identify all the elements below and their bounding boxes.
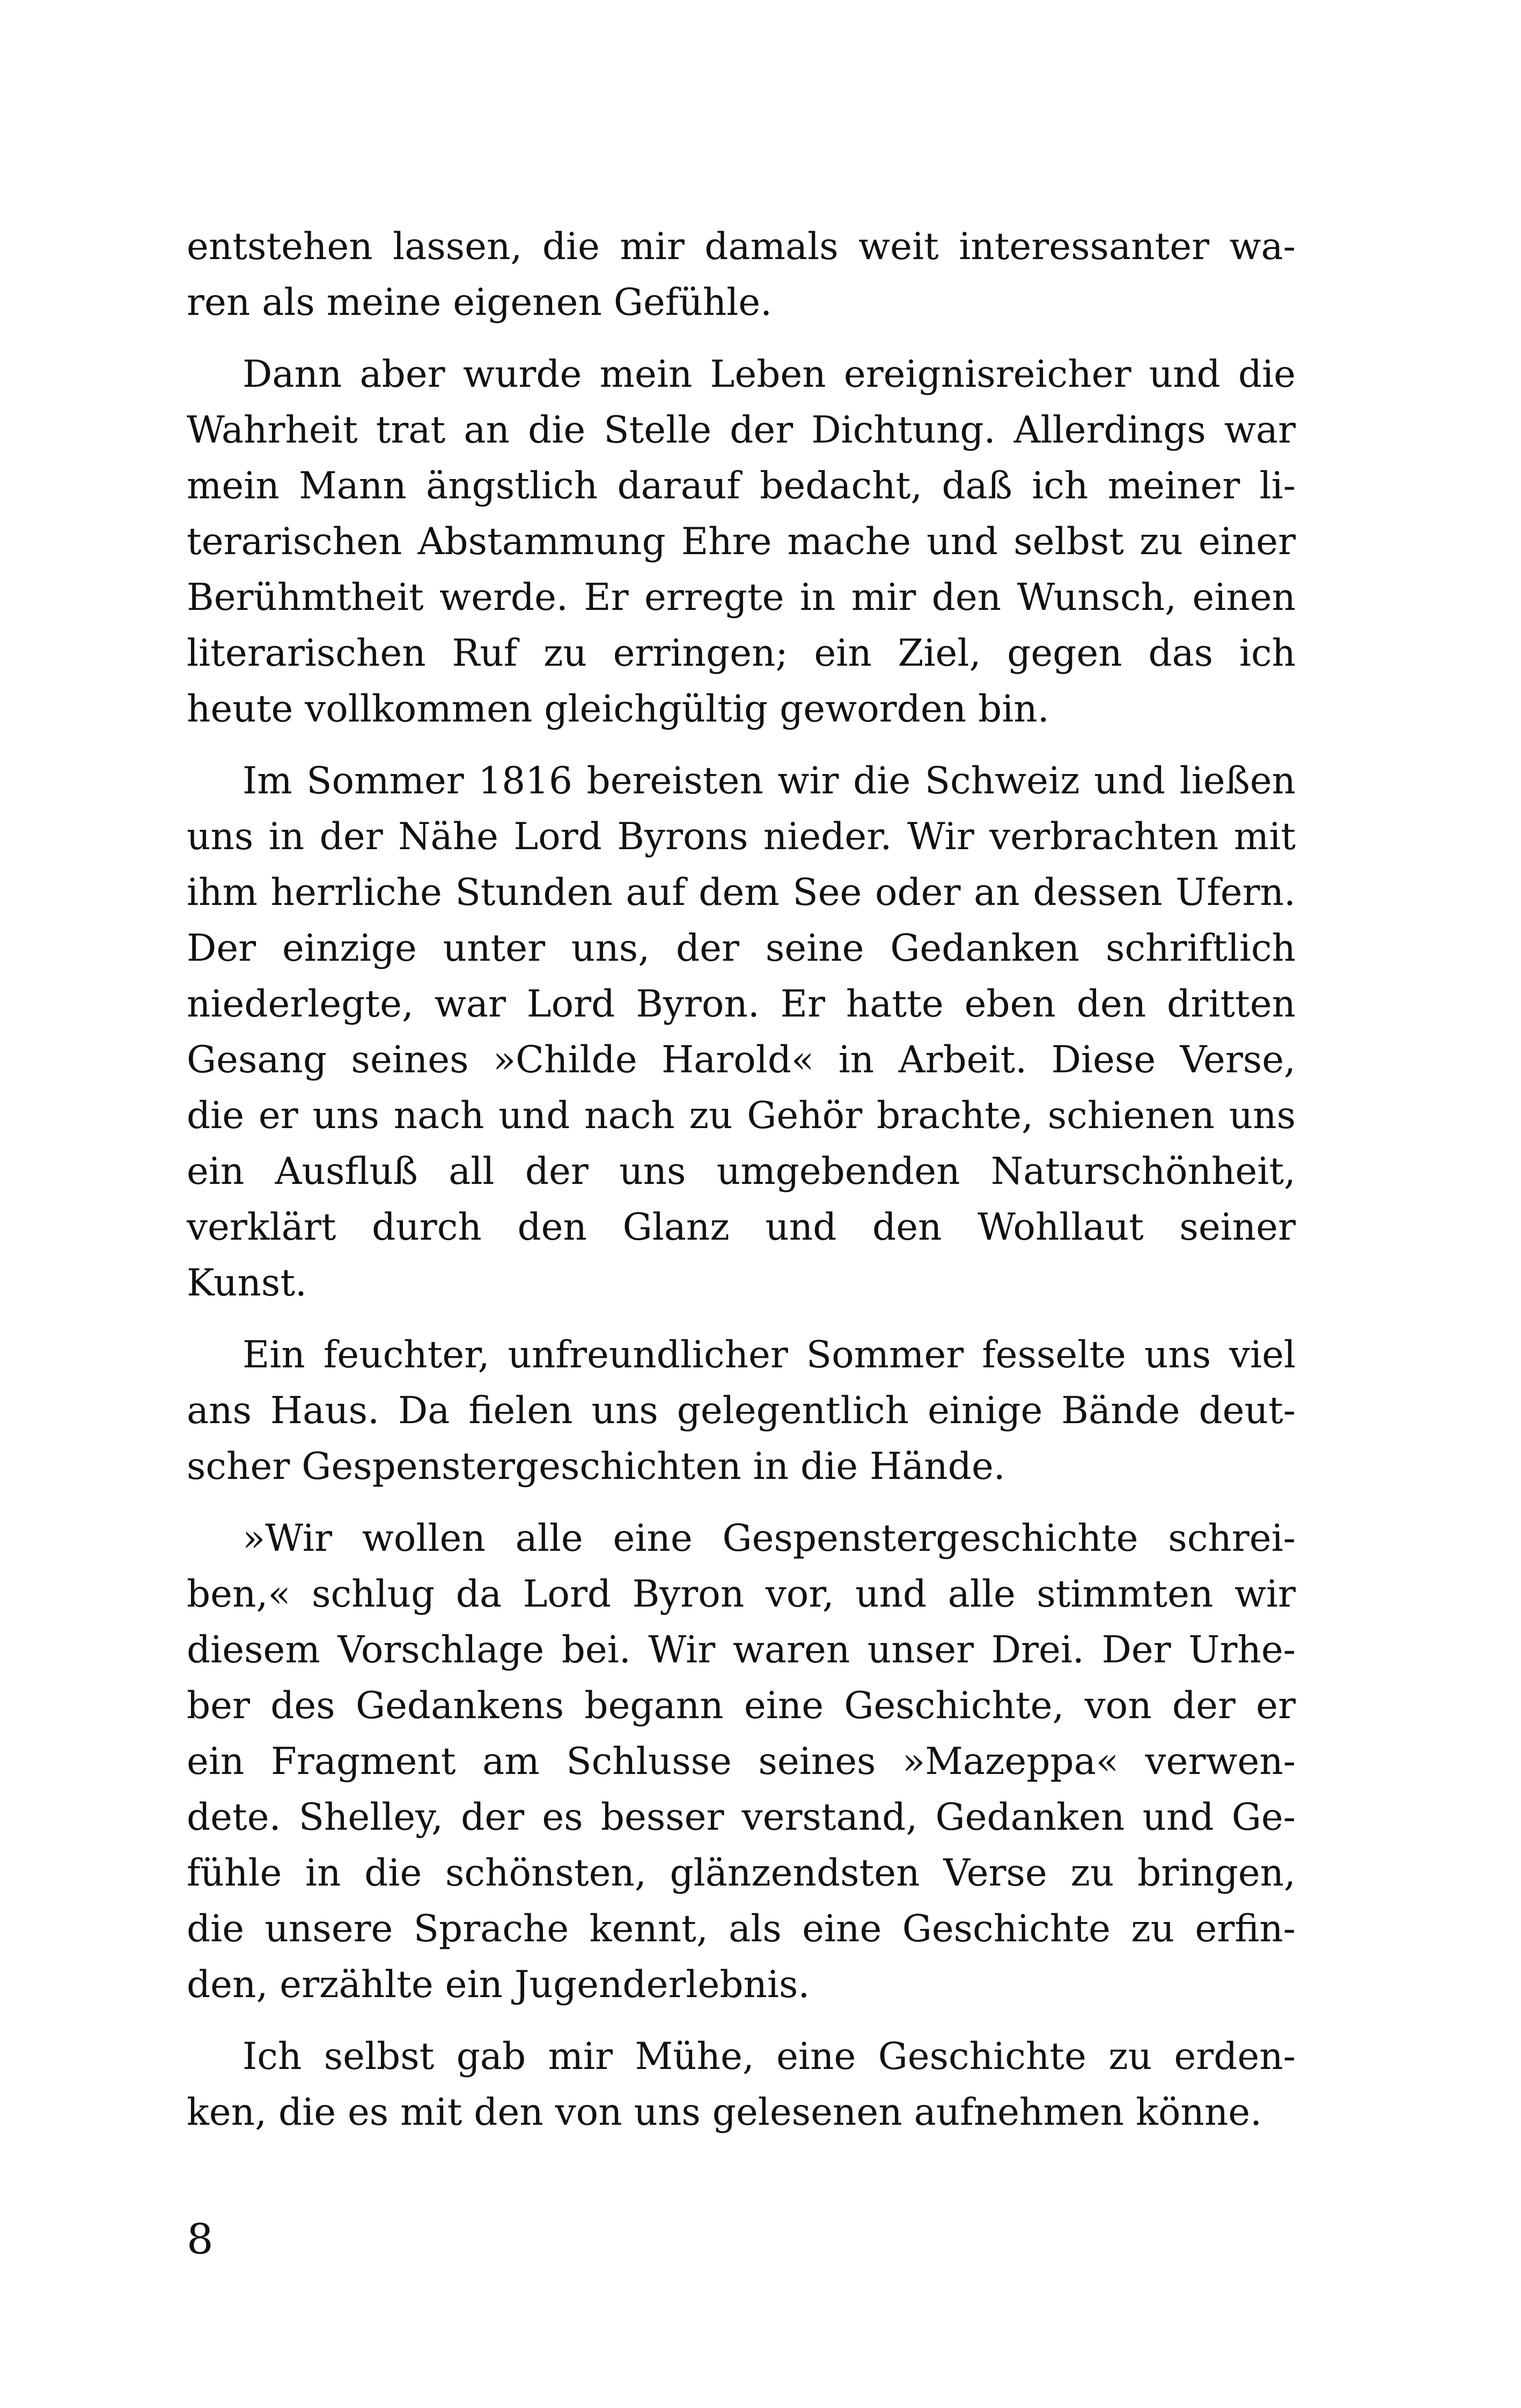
text-line: fühle in die schönsten, glänzendsten Verse zu bringen, xyxy=(187,1852,1296,1895)
text-line: Ich selbst gab mir Mühe, eine Geschichte zu erden- xyxy=(243,2035,1296,2078)
text-line: ken, die es mit den von uns gelesenen aufnehmen könne. xyxy=(187,2091,1262,2134)
text-line: verklärt durch den Glanz und den Wohllaut seiner xyxy=(187,1206,1296,1249)
text-line: Wahrheit trat an die Stelle der Dichtung. Allerdings war xyxy=(187,409,1296,452)
text-line: ihm herrliche Stunden auf dem See oder an dessen Ufern. xyxy=(187,871,1296,914)
page-number: 8 xyxy=(187,2215,214,2264)
text-line: ein Ausfluß all der uns umgebenden Naturschönheit, xyxy=(187,1150,1296,1193)
text-line: niederlegte, war Lord Byron. Er hatte eben den dritten xyxy=(187,983,1296,1026)
paragraph xyxy=(187,753,1296,1311)
body-text xyxy=(187,219,1296,2156)
text-line: ein Fragment am Schlusse seines »Mazeppa« verwen- xyxy=(187,1740,1296,1783)
paragraph xyxy=(187,1511,1296,2013)
text-line: die er uns nach und nach zu Gehör brachte, schienen uns xyxy=(187,1094,1296,1137)
text-line: diesem Vorschlage bei. Wir waren unser Drei. Der Urhe- xyxy=(187,1629,1296,1671)
text-line: Dann aber wurde mein Leben ereignisreicher und die xyxy=(243,353,1296,396)
text-line: »Wir wollen alle eine Gespenstergeschichte schrei- xyxy=(243,1517,1296,1560)
text-line: terarischen Abstammung Ehre mache und selbst zu einer xyxy=(187,520,1296,563)
text-line: scher Gespenstergeschichten in die Hände. xyxy=(187,1445,1005,1488)
text-line: ber des Gedankens begann eine Geschichte, von der er xyxy=(187,1684,1296,1727)
text-line: entstehen lassen, die mir damals weit interessanter wa- xyxy=(187,225,1296,268)
text-line: ren als meine eigenen Gefühle. xyxy=(187,281,773,324)
paragraph xyxy=(187,219,1296,330)
paragraph xyxy=(187,2029,1296,2140)
paragraph xyxy=(187,347,1296,737)
text-line: den, erzählte ein Jugenderlebnis. xyxy=(187,1963,810,2006)
text-line: literarischen Ruf zu erringen; ein Ziel, gegen das ich xyxy=(187,632,1296,675)
text-line: heute vollkommen gleichgültig geworden bin. xyxy=(187,688,1049,731)
text-line: Kunst. xyxy=(187,1262,307,1305)
text-line: Der einzige unter uns, der seine Gedanken schriftlich xyxy=(187,927,1296,970)
text-line: Gesang seines »Childe Harold« in Arbeit. Diese Verse, xyxy=(187,1039,1296,1081)
text-line: ans Haus. Da fielen uns gelegentlich einige Bände deut- xyxy=(187,1389,1296,1432)
text-line: mein Mann ängstlich darauf bedacht, daß ich meiner li- xyxy=(187,465,1296,507)
paragraph xyxy=(187,1327,1296,1494)
text-line: uns in der Nähe Lord Byrons nieder. Wir verbrachten mit xyxy=(187,815,1296,858)
text-line: Im Sommer 1816 bereisten wir die Schweiz und ließen xyxy=(243,760,1296,802)
text-line: die unsere Sprache kennt, als eine Geschichte zu erfin- xyxy=(187,1908,1296,1950)
text-line: Ein feuchter, unfreundlicher Sommer fesselte uns viel xyxy=(243,1334,1296,1376)
text-line: Berühmtheit werde. Er erregte in mir den Wunsch, einen xyxy=(187,576,1296,619)
text-line: dete. Shelley, der es besser verstand, Gedanken und Ge- xyxy=(187,1796,1296,1839)
text-line: ben,« schlug da Lord Byron vor, und alle stimmten wir xyxy=(187,1573,1296,1616)
